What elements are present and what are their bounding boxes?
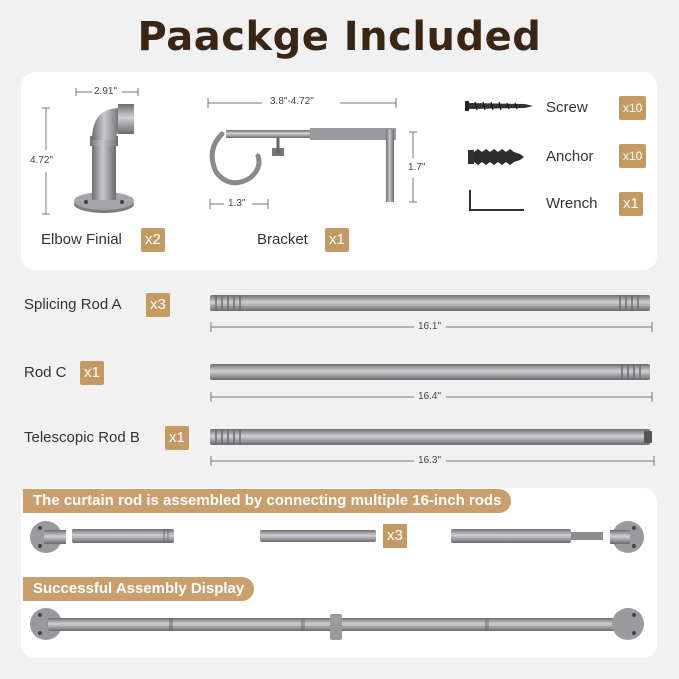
rod-a-qty: x3 bbox=[146, 293, 170, 317]
anchor-qty: x10 bbox=[619, 144, 646, 168]
wrench-label: Wrench bbox=[546, 195, 598, 212]
rod-c-qty: x1 bbox=[80, 361, 104, 385]
rod-b-qty: x1 bbox=[165, 426, 189, 450]
elbow-finial-qty: x2 bbox=[141, 228, 165, 252]
assembly-display-banner: Successful Assembly Display bbox=[23, 577, 254, 601]
middle-rod-qty: x3 bbox=[383, 524, 407, 548]
bracket-hook-dim: 1.3" bbox=[228, 198, 246, 209]
elbow-finial-label: Elbow Finial bbox=[41, 231, 122, 248]
elbow-width-dim: 2.91" bbox=[94, 86, 118, 97]
rod-c-length: 16.4" bbox=[418, 391, 442, 402]
anchor-label: Anchor bbox=[546, 148, 594, 165]
rod-a-label: Splicing Rod A bbox=[24, 296, 122, 313]
rod-c-label: Rod C bbox=[24, 364, 67, 381]
bracket-qty: x1 bbox=[325, 228, 349, 252]
wrench-qty: x1 bbox=[619, 192, 643, 216]
page-title: Paackge Included bbox=[137, 14, 542, 60]
rod-b-label: Telescopic Rod B bbox=[24, 429, 140, 446]
screw-label: Screw bbox=[546, 99, 588, 116]
rod-a-length: 16.1" bbox=[418, 321, 442, 332]
screw-qty: x10 bbox=[619, 96, 646, 120]
bracket-height-dim: 1.7" bbox=[408, 162, 426, 173]
elbow-height-dim: 4.72" bbox=[30, 155, 54, 166]
bracket-length-dim: 3.8"-4.72" bbox=[270, 96, 314, 107]
bracket-label: Bracket bbox=[257, 231, 308, 248]
rod-b-length: 16.3" bbox=[418, 455, 442, 466]
assembly-note-banner: The curtain rod is assembled by connecting multiple 16-inch rods bbox=[23, 489, 511, 513]
